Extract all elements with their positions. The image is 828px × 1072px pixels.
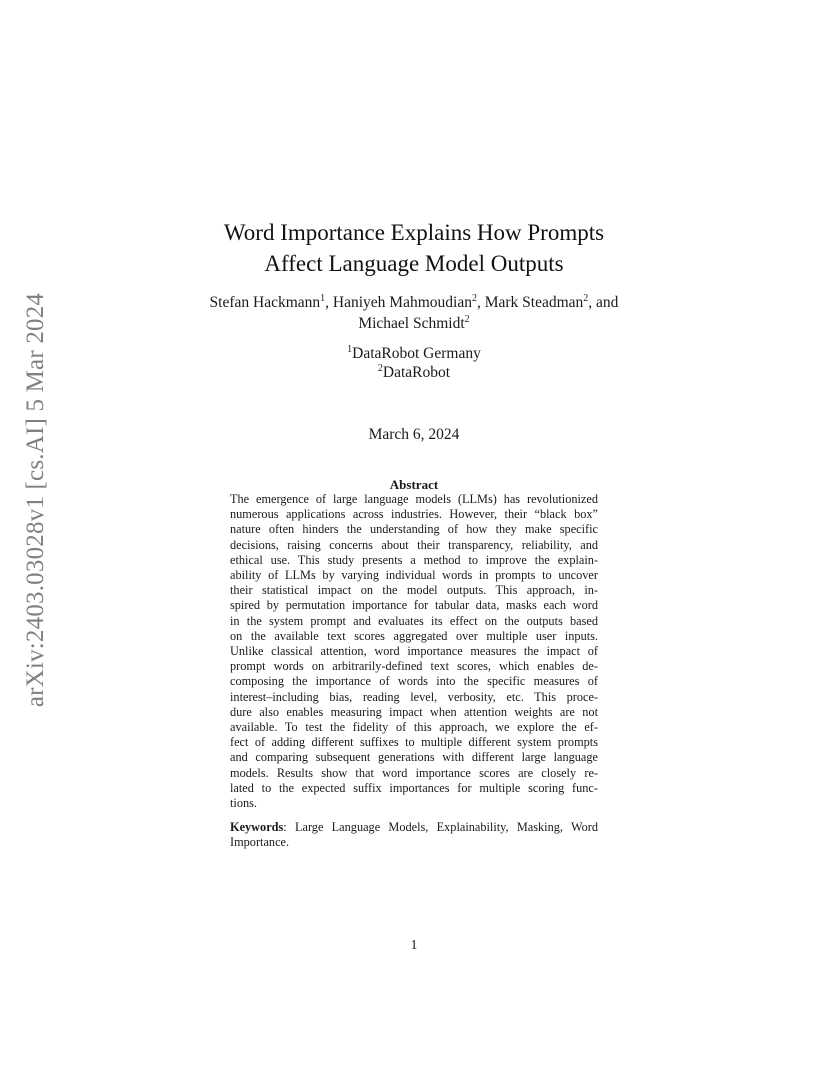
- abstract-line: tions.: [230, 796, 257, 811]
- abstract-line: The emergence of large language models (LLMs) has revolutionized: [230, 492, 598, 506]
- author-name: Haniyeh Mahmoudian: [332, 294, 472, 311]
- abstract-line: prompt words on arbitrarily-defined text scores, which enables de-: [230, 659, 598, 674]
- publication-date: March 6, 2024: [368, 426, 460, 443]
- keywords-section: [230, 820, 598, 850]
- abstract-line: lated to the expected suffix importances for multiple scoring func-: [230, 780, 598, 795]
- abstract-line: decisions, raising concerns about their transparency, reliability, and: [230, 537, 598, 552]
- paper-title: [0, 217, 828, 279]
- abstract-line: fect of adding different suffixes to multiple different system prompts: [230, 735, 598, 750]
- abstract-line: on the available text scores aggregated over multiple user inputs.: [230, 628, 598, 643]
- abstract-line: ability of LLMs by varying individual words in prompts to uncover: [230, 568, 598, 583]
- keywords-line-2: Importance.: [230, 835, 290, 850]
- keywords-line-1: [230, 820, 598, 835]
- abstract-line: and comparing subsequent generations with different large language: [230, 750, 598, 765]
- author-affiliation-mark: 2: [471, 293, 477, 304]
- arxiv-identifier-stamp: arXiv:2403.03028v1 [cs.AI] 5 Mar 2024: [22, 292, 49, 708]
- affiliation-name: DataRobot Germany: [352, 345, 481, 362]
- abstract-body: [230, 492, 598, 811]
- affiliation-list: [0, 344, 828, 382]
- affiliation-name: DataRobot: [382, 364, 451, 381]
- abstract-line: available. To test the fidelity of this approach, we explore the ef-: [230, 720, 598, 735]
- affiliation-item: [0, 344, 828, 363]
- abstract-line: Unlike classical attention, word importance measures the impact of: [230, 644, 598, 659]
- abstract-line: their statistical impact on the model outputs. This approach, in-: [230, 583, 598, 598]
- author-affiliation-mark: 2: [464, 314, 470, 325]
- author-name: Stefan Hackmann: [209, 294, 321, 311]
- keywords-text: : Large Language Models, Explainability, Masking, Word: [283, 820, 598, 834]
- author-affiliation-mark: 2: [583, 293, 589, 304]
- abstract-line: spired by permutation importance for tabular data, masks each word: [230, 598, 598, 613]
- author-line-2: [0, 313, 828, 334]
- author-connector: and: [596, 294, 619, 311]
- author-name: Michael Schmidt: [358, 315, 465, 332]
- affiliation-number: 2: [377, 363, 383, 374]
- abstract-line: numerous applications across industries. However, their “black box”: [230, 507, 598, 522]
- abstract-line: composing the importance of words into the specific measures of: [230, 674, 598, 689]
- abstract-heading: Abstract: [389, 477, 439, 492]
- author-name: Mark Steadman: [484, 294, 584, 311]
- abstract-line: nature often hinders the understanding of how they make specific: [230, 522, 598, 537]
- author-line-1: Stefan Hackmann$^1$, Haniyeh Mahmoudian$^2$, Mark Steadman$^2$, and: [209, 293, 619, 311]
- abstract-line: models. Results show that word importance scores are closely re-: [230, 765, 598, 780]
- author-list: [0, 292, 828, 334]
- abstract-line: in the system prompt and evaluates its effect on the outputs based: [230, 613, 598, 628]
- affiliation-number: 1: [347, 344, 353, 355]
- abstract-line: ethical use. This study presents a method to improve the explain-: [230, 552, 598, 567]
- page-number: 1: [410, 938, 418, 953]
- title-line-1: Word Importance Explains How Prompts: [223, 220, 605, 245]
- keywords-label: Keywords: [230, 820, 284, 834]
- author-affiliation-mark: 1: [320, 293, 326, 304]
- affiliation-item: [0, 363, 828, 382]
- abstract-line: interest–including bias, reading level, verbosity, etc. This proce-: [230, 689, 598, 704]
- title-line-2: Affect Language Model Outputs: [264, 251, 564, 276]
- abstract-line: dure also enables measuring impact when attention weights are not: [230, 704, 598, 719]
